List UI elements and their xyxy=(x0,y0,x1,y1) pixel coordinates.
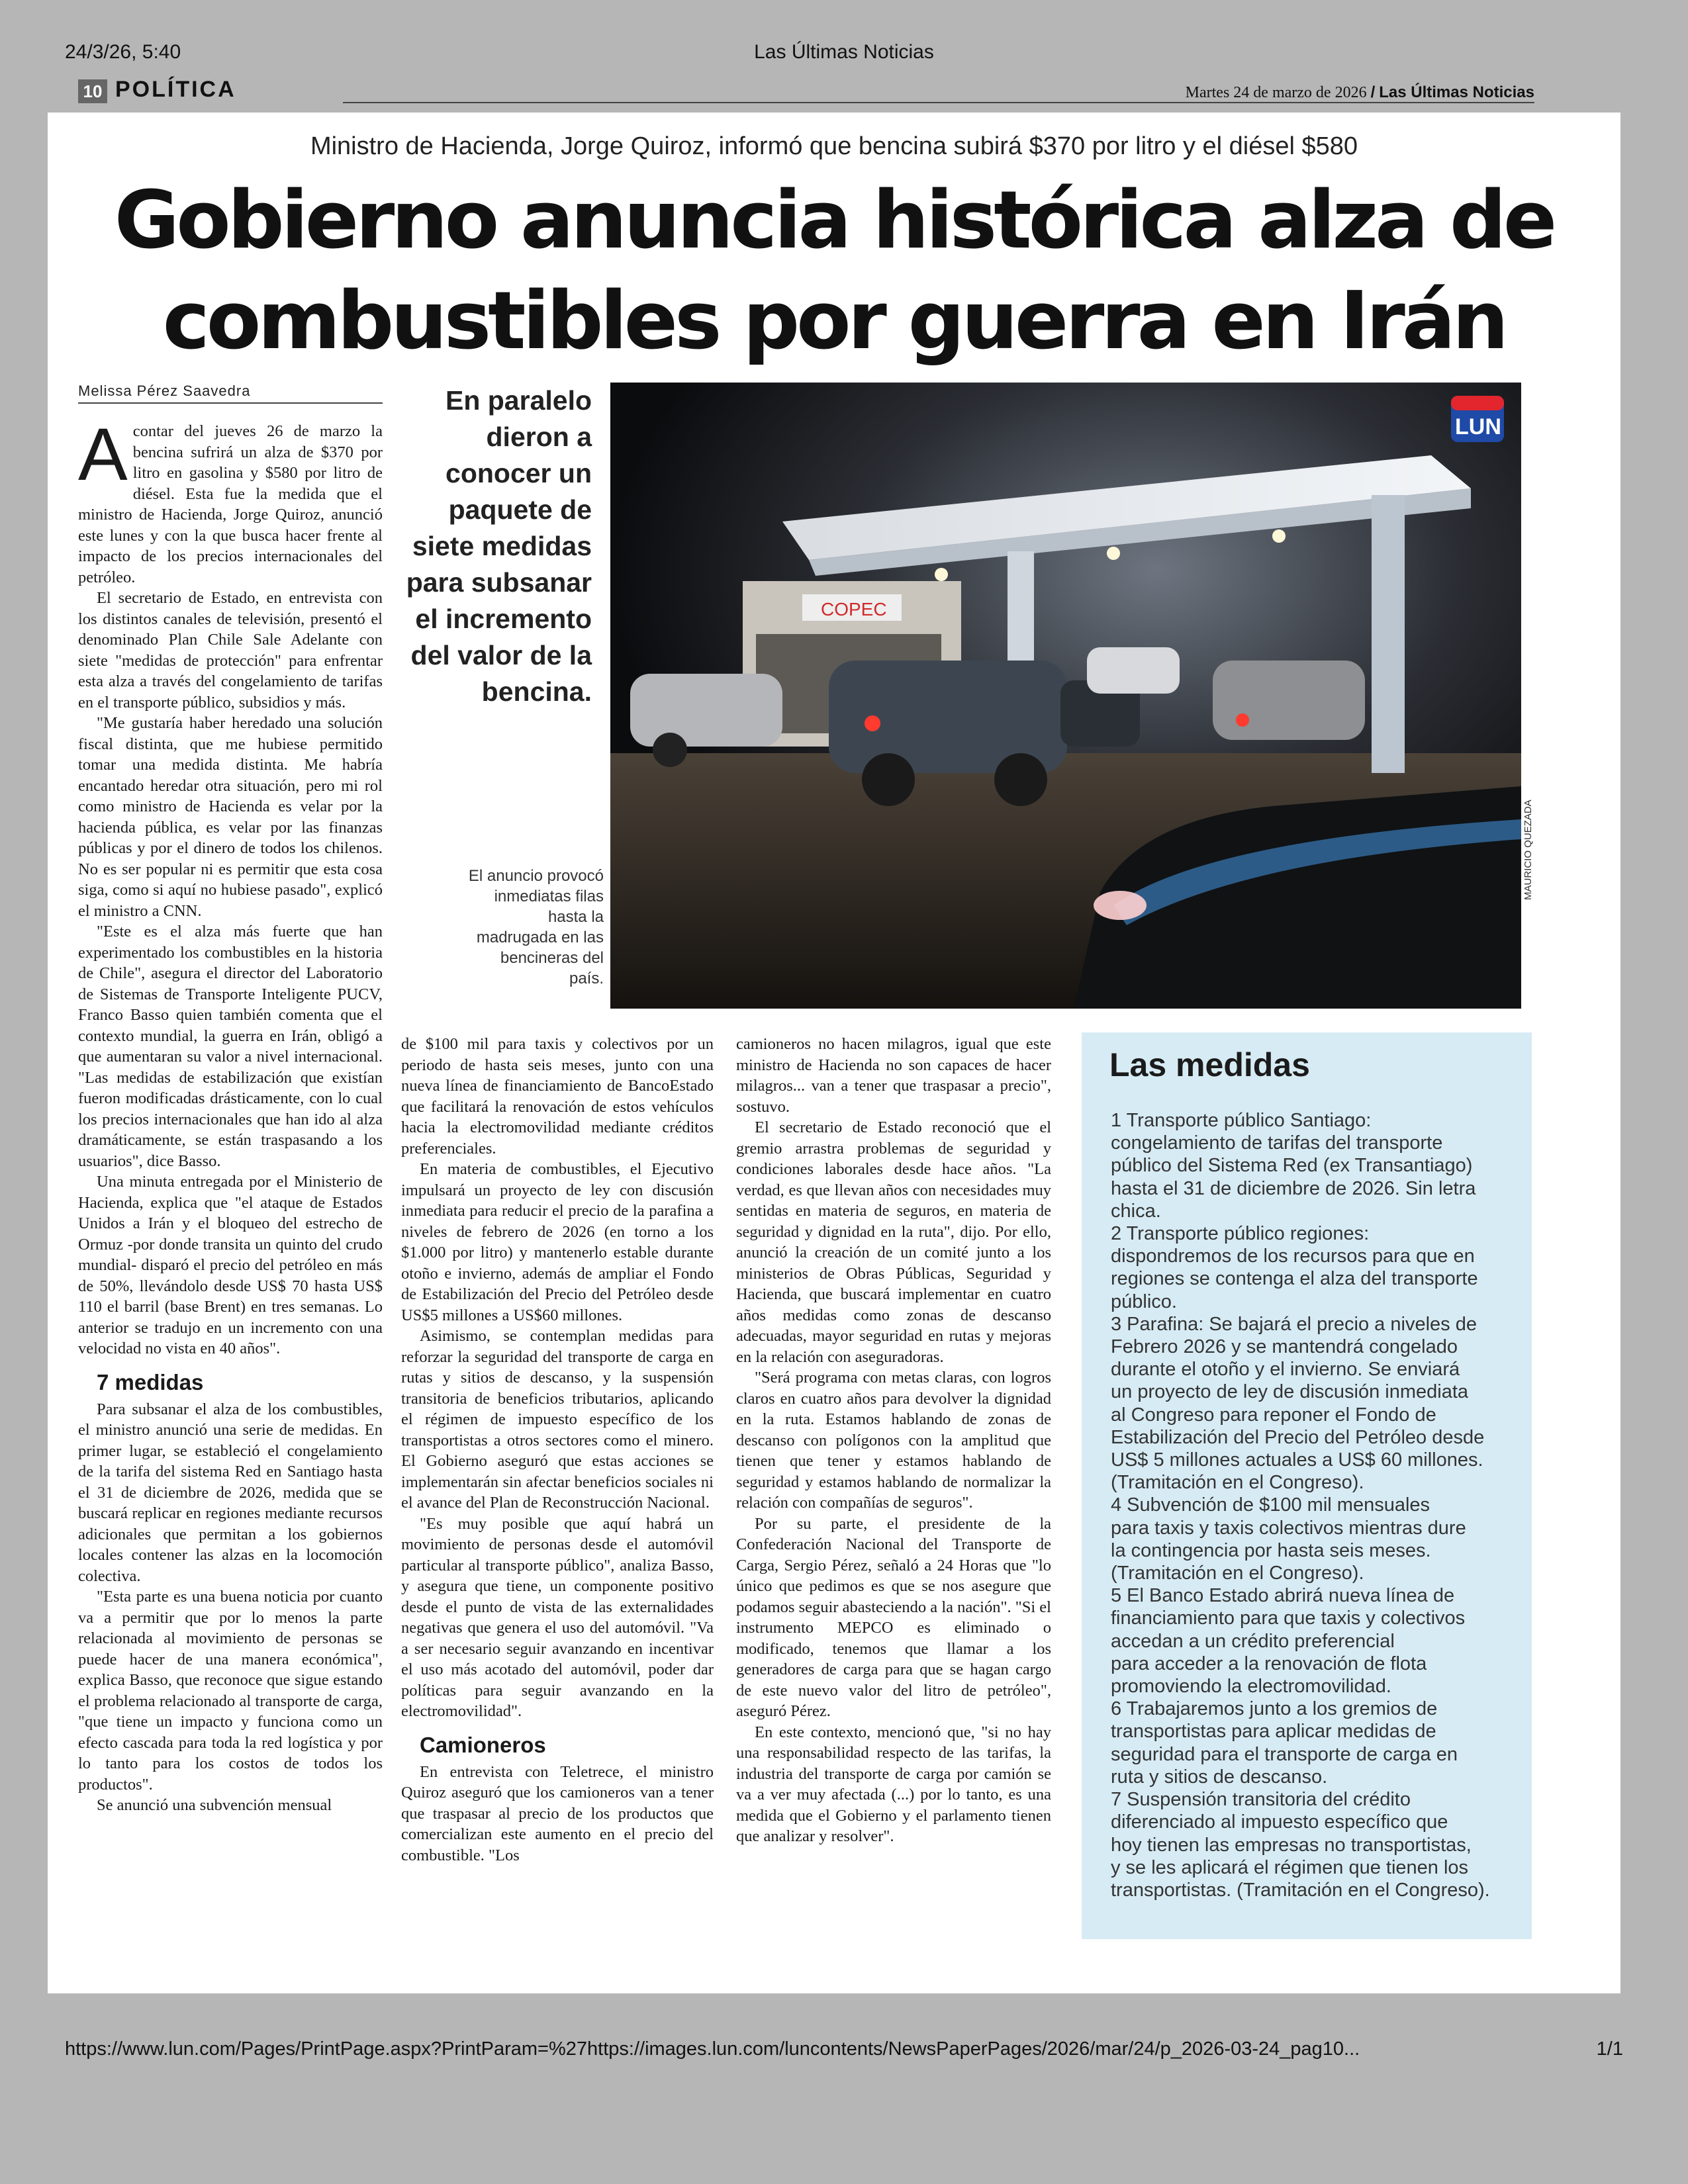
sidebar-line: hasta el 31 de diciembre de 2026. Sin letra xyxy=(1111,1177,1476,1199)
copec-sign: COPEC xyxy=(821,599,887,619)
sidebar-line: 6 Trabajaremos junto a los gremios de xyxy=(1111,1698,1438,1720)
pull-quote: En paralelo dieron a conocer un paquete de siete medidas para subsanar el incremento del valor de la bencina. xyxy=(406,385,592,707)
byline: Melissa Pérez Saavedra xyxy=(78,383,383,404)
sidebar-line: seguridad para el transporte de carga en xyxy=(1111,1743,1458,1765)
sidebar-line: 1 Transporte público Santiago: xyxy=(1111,1110,1372,1131)
sidebar-line: la contingencia por hasta seis meses. xyxy=(1111,1539,1431,1561)
print-site-title: Las Últimas Noticias xyxy=(754,41,934,63)
section-strip xyxy=(78,78,1534,106)
paragraph: Una minuta entregada por el Ministerio de Hacienda, explica que "el ataque de Estados Unidos a Irán y el bloqueo del estrecho de Ormuz -por donde transita un quinto del crudo mundial- disparó el precio del petróleo en más de 50%, llevándolo desde US$ 70 hasta US$ 110 el barril (base Brent) en tres semanas. Lo anterior se tradujo en un incremento con una velocidad no vista en 40 años". xyxy=(78,1173,383,1357)
sidebar-line: financiamiento para que taxis y colectivos xyxy=(1111,1608,1466,1629)
sidebar-line: chica. xyxy=(1111,1200,1161,1222)
print-datetime: 24/3/26, 5:40 xyxy=(65,41,181,63)
gas-station-photo xyxy=(610,383,1521,1009)
sidebar-line: 2 Transporte público regiones: xyxy=(1111,1223,1370,1245)
photo-caption: El anuncio provocó inmediatas filas hasta la madrugada en las bencineras del país. xyxy=(468,867,604,987)
article-column-2 xyxy=(401,1034,714,1866)
headline-line-2: combustibles por guerra en Irán xyxy=(162,275,1506,367)
sidebar-title: Las medidas xyxy=(1109,1046,1310,1083)
subhead-7-medidas: 7 medidas xyxy=(97,1369,204,1394)
page-number-badge: 10 xyxy=(78,79,107,103)
sidebar-line: diferenciado al impuesto específico que xyxy=(1111,1811,1448,1833)
paragraph: Acontar del jueves 26 de marzo la bencina sufrirá un alza de $370 por litro en gasolina y $580 por litro de diésel. Esta fue la medida que el ministro de Hacienda, Jorge Quiroz, anunció este lunes y con la que busca hacer frente al impacto de los precios internacionales del petróleo. xyxy=(78,413,383,586)
paragraph: El secretario de Estado reconoció que el gremio arrastra problemas de seguridad y condiciones laborales desde hace años. "La verdad, es que llevan años con necesidades muy sentidas en materia de seguros, en materia de seguridad y dignidad en la ruta", dijo. Por ello, anunció la creación de un comité junto a los ministerios de Obras Públicas, Seguridad y Hacienda, que buscará implementar en cuatro años medidas como zonas de descanso adecuadas, mayor seguridad en rutas y mejoras en la relación con aseguradoras. xyxy=(736,1118,1051,1366)
article-kicker: Ministro de Hacienda, Jorge Quiroz, informó que bencina subirá $370 por litro y el diésel $580 xyxy=(310,132,1358,160)
sidebar-line: 5 El Banco Estado abrirá nueva línea de xyxy=(1111,1585,1455,1607)
sidebar-line: US$ 5 millones actuales a US$ 60 millones. xyxy=(1111,1449,1483,1471)
sidebar-line: durante el otoño y el invierno. Se enviará xyxy=(1111,1359,1460,1381)
lun-logo: LUN xyxy=(1455,414,1501,439)
paper-name: Las Últimas Noticias xyxy=(1379,83,1534,101)
paragraph: Asimismo, se contemplan medidas para reforzar la seguridad del transporte de carga en rutas y sitios de descanso, y la suspensión transitoria de beneficios tributarios, aplicando el régimen de impuesto específico de los transportistas a otros sectores como el minero. El Gobierno aseguró que estas acciones se implementarán sin afectar beneficios sociales ni el avance del Plan de Reconstrucción Nacional. xyxy=(401,1327,714,1512)
print-url: https://www.lun.com/Pages/PrintPage.aspx?PrintParam=%27https://images.lun.com/luncontents/NewsPaperPages/2026/mar/24/p_2026-03-24_pag10... xyxy=(65,2038,1360,2060)
issue-date: Martes 24 de marzo de 2026 xyxy=(1185,84,1367,101)
sidebar-line: promoviendo la electromovilidad. xyxy=(1111,1676,1391,1698)
paragraph: "Será programa con metas claras, con logros claros en cuatro años para devolver la dignidad en la ruta. Estamos hablando de zonas de descanso con polígonos con la amplitud que tienen que tener y estamos hablando de seguridad y estamos hablando de normalizar la relación con compañías de seguros". xyxy=(736,1369,1051,1512)
article-column-3 xyxy=(736,1034,1051,1847)
sidebar-line: hoy tienen las empresas no transportistas, xyxy=(1111,1834,1472,1856)
paragraph: En este contexto, mencionó que, "si no hay una responsabilidad respecto de las tarifas, la industria del transporte de carga por camión se va a ver muy afectada (...) por lo tanto, es una medida que el Gobierno y el parlamento tienen que analizar y resolver". xyxy=(736,1723,1051,1845)
sidebar-line: transportistas para aplicar medidas de xyxy=(1111,1721,1436,1743)
article-column-1 xyxy=(78,413,383,1816)
paragraph: Se anunció una subvención mensual xyxy=(97,1796,332,1814)
sidebar-line: (Tramitación en el Congreso). xyxy=(1111,1472,1364,1494)
sidebar-line: para acceder a la renovación de flota xyxy=(1111,1653,1427,1674)
sidebar-line: 3 Parafina: Se bajará el precio a niveles de xyxy=(1111,1313,1477,1335)
paragraph: El secretario de Estado, en entrevista con los distintos canales de televisión, presentó el denominado Plan Chile Sale Adelante con siete "medidas de protección" para enfrentar esta alza a través del congelamiento de tarifas en el transporte público, subsidios y más. xyxy=(78,589,383,711)
sidebar-line: al Congreso para reponer el Fondo de xyxy=(1111,1404,1436,1426)
sidebar-line: dispondremos de los recursos para que en xyxy=(1111,1246,1475,1267)
sidebar-line: 7 Suspensión transitoria del crédito xyxy=(1111,1789,1411,1811)
sidebar-line: regiones se contenga el alza del transporte xyxy=(1111,1268,1478,1290)
sidebar-line: ruta y sitios de descanso. xyxy=(1111,1766,1328,1788)
sidebar-list xyxy=(1111,1109,1508,1901)
sidebar-line: público. xyxy=(1111,1291,1177,1312)
subhead-camioneros: Camioneros xyxy=(420,1732,546,1757)
paragraph: "Me gustaría haber heredado una solución fiscal distinta, que me hubiese permitido tomar una medida distinta. Me habría encantado heredar otra situación, pero mi rol como ministro de Hacienda es velar por la hacienda pública, es velar por las finanzas públicas y por el dinero de todos los chilenos. No es ser popular ni es permitir que esta cosa siga, como si aquí no hubiese pasado", explicó el ministro a CNN. xyxy=(78,714,383,920)
paragraph: Por su parte, el presidente de la Confederación Nacional del Transporte de Carga, Sergio Pérez, señaló a 24 Horas que "lo único que pedimos es que se nos asegure que podamos seguir abasteciendo a la nación". "Si el instrumento MEPCO es eliminado o modificado, tenemos que llamar a los generadores de carga para que se hagan cargo de este nuevo valor del litro de petróleo", aseguró Pérez. xyxy=(736,1514,1051,1720)
sidebar-line: (Tramitación en el Congreso). xyxy=(1111,1563,1364,1584)
paragraph: Para subsanar el alza de los combustibles, el ministro anunció una serie de medidas. En primer lugar, se estableció el congelamiento de la tarifa del sistema Red en Santiago hasta el 31 de diciembre de 2026, medida que se buscará replicar en regiones mediante recursos adicionales que permitan a los gobiernos locales contener las alzas en la locomoción colectiva. xyxy=(78,1400,383,1585)
paragraph: En materia de combustibles, el Ejecutivo impulsará un proyecto de ley con discusión inmediata para reducir el precio de la parafina a niveles de febrero de 2026 (en torno a los $1.000 por litro) y mantenerlo estable durante otoño e invierno, además de ampliar el Fondo de Estabilización del Precio del Petróleo desde US$5 millones a US$60 millones. xyxy=(401,1160,714,1324)
article-headline xyxy=(48,171,1620,372)
sidebar-line: 4 Subvención de $100 mil mensuales xyxy=(1111,1494,1430,1516)
issue-date-line xyxy=(1186,83,1534,102)
paragraph: En entrevista con Teletrece, el ministro Quiroz aseguró que los camioneros van a tener que traspasar al precio de los productos que comercializan este aumento en el precio del combustible. "Los xyxy=(401,1762,714,1864)
sidebar-line: público del Sistema Red (ex Transantiago) xyxy=(1111,1155,1473,1177)
paragraph: camioneros no hacen milagros, igual que este ministro de Hacienda no son capaces de hacer milagros... van a tener que traspasar a precio", sostuvo. xyxy=(736,1035,1051,1116)
section-name: POLÍTICA xyxy=(115,77,236,102)
sidebar-line: accedan a un crédito preferencial xyxy=(1111,1630,1395,1652)
paragraph: de $100 mil para taxis y colectivos por un periodo de hasta seis meses, junto con una nueva línea de financiamiento de BancoEstado que facilitará la renovación de estos vehículos hacia la electromovilidad mediante créditos preferenciales. xyxy=(401,1035,714,1158)
paragraph: "Esta parte es una buena noticia por cuanto va a permitir que por lo menos la parte relacionada al movimiento de personas se puede hacer de una manera económica", explica Basso, que reconoce que sigue estando el problema relacionado al transporte de carga, "que tiene un impacto y funciona como un efecto cascada para toda la red logística y por lo tanto para los costos de todos los productos". xyxy=(78,1588,383,1794)
print-page-count: 1/1 xyxy=(1596,2038,1623,2060)
issue-separator: / xyxy=(1370,83,1376,101)
sidebar-line: un proyecto de ley de discusión inmediata xyxy=(1111,1381,1469,1403)
sidebar-line: para taxis y taxis colectivos mientras dure xyxy=(1111,1517,1466,1539)
sidebar-line: Febrero 2026 y se mantendrá congelado xyxy=(1111,1336,1458,1358)
sidebar-line: y se les aplicará el régimen que tienen los xyxy=(1111,1856,1469,1878)
sidebar-line: Estabilización del Precio del Petróleo desde xyxy=(1111,1426,1485,1448)
paragraph: "Este es el alza más fuerte que han experimentado los combustibles en la historia de Chile", asegura el director del Laboratorio de Sistemas de Transporte Inteligente PUCV, Franco Basso quien también comenta que el contexto mundial, la guerra en Irán, obligó a que aumentaran su valor a nivel internacional. "Las medidas de estabilización que existían fueron modificadas drásticamente, con lo cual los precios internacionales que han ido al alza dramáticamente, se están traspasando a los usuarios", dice Basso. xyxy=(78,923,383,1170)
sidebar-line: transportistas. (Tramitación en el Congreso). xyxy=(1111,1879,1490,1901)
paragraph: "Es muy posible que aquí habrá un movimiento de personas desde el automóvil particular al transporte público", analiza Basso, y asegura que tiene, un componente positivo desde el punto de vista de las externalidades negativas que genera el uso del automóvil. "Va a ser necesario seguir avanzando en incentivar el uso más acotado del automóvil, poder dar políticas para seguir avanzando en la electromovilidad". xyxy=(401,1514,714,1720)
sidebar-line: congelamiento de tarifas del transporte xyxy=(1111,1132,1443,1154)
dropcap: A xyxy=(78,413,128,496)
section-rule xyxy=(343,102,1534,103)
headline-line-1: Gobierno anuncia histórica alza de xyxy=(114,175,1554,267)
photo-credit: MAURICIO QUEZADA xyxy=(1523,799,1534,900)
